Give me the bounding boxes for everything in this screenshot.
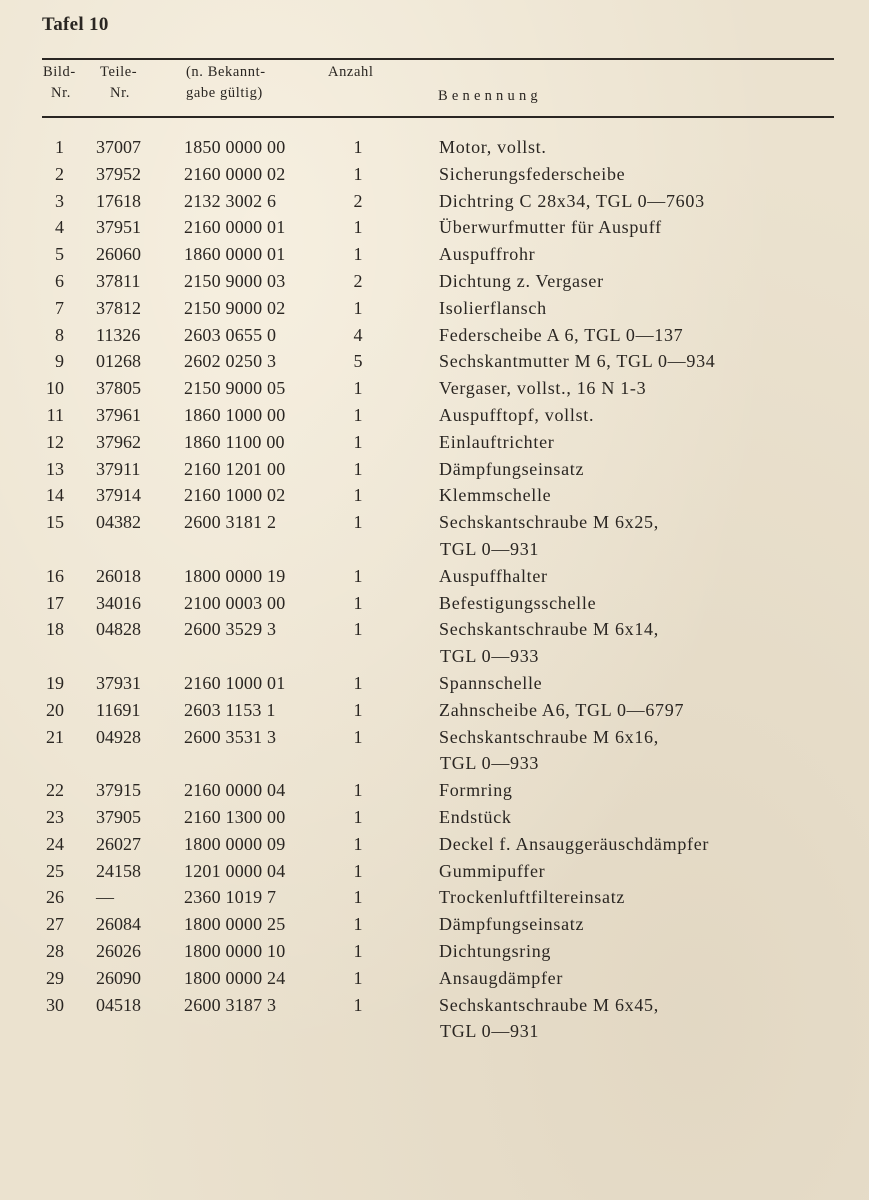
bekanntgabe-nr-cell: 2160 1201 00 xyxy=(184,458,286,479)
bekanntgabe-nr-cell: 2160 0000 02 xyxy=(184,163,286,184)
table-row xyxy=(0,566,869,592)
table-row xyxy=(0,619,869,667)
bild-nr-cell: 3 xyxy=(55,190,64,211)
benennung-cell: Spannschelle xyxy=(439,673,543,693)
benennung-cell: Federscheibe A 6, TGL 0—137 xyxy=(439,324,684,345)
bild-nr-cell: 30 xyxy=(46,994,64,1015)
table-row xyxy=(0,726,869,774)
teile-nr-cell: 01268 xyxy=(96,351,141,372)
table-row xyxy=(0,485,869,511)
bild-nr-cell: 22 xyxy=(46,780,64,801)
benennung-cell: Auspuffhalter xyxy=(439,565,548,586)
bekanntgabe-nr-cell: 2150 9000 03 xyxy=(184,271,286,291)
table-row xyxy=(0,780,869,806)
anzahl-cell: 1 xyxy=(353,699,363,720)
benennung-cell: Dichtungsring xyxy=(439,941,552,961)
bekanntgabe-nr-cell: 2600 3529 3 xyxy=(184,619,277,640)
bild-nr-cell: 21 xyxy=(46,726,64,747)
bild-nr-cell: 19 xyxy=(46,673,64,693)
bild-nr-cell: 28 xyxy=(46,941,64,961)
bild-nr-cell: 17 xyxy=(46,592,64,613)
benennung-continuation-cell: TGL 0—933 xyxy=(440,646,540,667)
teile-nr-cell: 37911 xyxy=(96,458,141,479)
benennung-cell: Isolierflansch xyxy=(439,297,547,318)
bekanntgabe-nr-cell: 2100 0003 00 xyxy=(184,592,286,613)
table-row xyxy=(0,994,869,1042)
header-bekanntgabe-line1: (n. Bekannt- xyxy=(186,64,266,80)
table-row xyxy=(0,164,869,190)
anzahl-cell: 1 xyxy=(353,405,363,425)
header-teile-line2: Nr. xyxy=(110,85,130,101)
anzahl-cell: 1 xyxy=(353,673,363,693)
anzahl-cell: 1 xyxy=(353,431,363,452)
anzahl-cell: 2 xyxy=(353,190,363,211)
anzahl-cell: 1 xyxy=(353,458,363,479)
bild-nr-cell: 26 xyxy=(46,887,64,908)
table-row xyxy=(0,512,869,559)
teile-nr-cell: 37952 xyxy=(96,163,141,184)
anzahl-cell: 5 xyxy=(353,351,363,372)
benennung-cell: Überwurfmutter für Auspuff xyxy=(439,217,662,238)
anzahl-cell: 1 xyxy=(353,217,363,238)
anzahl-cell: 1 xyxy=(353,860,363,881)
bild-nr-cell: 4 xyxy=(55,217,64,238)
bild-nr-cell: 16 xyxy=(46,565,64,586)
benennung-cell: Deckel f. Ansauggeräuschdämpfer xyxy=(439,833,710,854)
benennung-cell: Sechskantschraube M 6x14, xyxy=(439,619,659,640)
teile-nr-cell: 26027 xyxy=(96,833,141,854)
table-row xyxy=(0,351,869,377)
teile-nr-cell: 37915 xyxy=(96,780,141,801)
bekanntgabe-nr-cell: 1860 1000 00 xyxy=(184,405,286,425)
table-row xyxy=(0,191,869,217)
teile-nr-cell: 37961 xyxy=(96,405,141,425)
anzahl-cell: 1 xyxy=(353,941,363,961)
anzahl-cell: 1 xyxy=(353,619,363,640)
table-row xyxy=(0,244,869,270)
benennung-cell: Dämpfungseinsatz xyxy=(439,914,585,935)
table-row xyxy=(0,834,869,860)
bekanntgabe-nr-cell: 1800 0000 24 xyxy=(184,967,286,988)
teile-nr-cell: 37805 xyxy=(96,378,141,399)
bild-nr-cell: 2 xyxy=(55,163,64,184)
header-bild-line1: Bild- xyxy=(43,64,76,80)
bekanntgabe-nr-cell: 1800 0000 25 xyxy=(184,914,286,935)
page-title: Tafel 10 xyxy=(42,14,109,35)
table-row xyxy=(0,941,869,967)
anzahl-cell: 1 xyxy=(353,512,363,533)
teile-nr-cell: 04382 xyxy=(96,512,141,533)
table-row xyxy=(0,459,869,485)
teile-nr-cell: 37007 xyxy=(96,137,141,157)
bekanntgabe-nr-cell: 2150 9000 05 xyxy=(184,378,286,399)
benennung-cell: Sicherungsfederscheibe xyxy=(439,163,626,184)
anzahl-cell: 1 xyxy=(353,137,363,157)
benennung-cell: Trockenluftfiltereinsatz xyxy=(439,887,626,908)
benennung-continuation-cell: TGL 0—931 xyxy=(440,1021,540,1042)
bild-nr-cell: 23 xyxy=(46,807,64,827)
benennung-cell: Sechskantschraube M 6x45, xyxy=(439,994,659,1015)
bild-nr-cell: 6 xyxy=(55,271,64,291)
teile-nr-cell: 26090 xyxy=(96,967,141,988)
benennung-continuation-cell: TGL 0—933 xyxy=(440,753,540,774)
teile-nr-cell: 26084 xyxy=(96,914,141,935)
bild-nr-cell: 9 xyxy=(55,351,64,372)
anzahl-cell: 1 xyxy=(353,887,363,908)
teile-nr-cell: 37811 xyxy=(96,271,141,291)
header-anzahl: Anzahl xyxy=(328,64,374,80)
bekanntgabe-nr-cell: 2600 3531 3 xyxy=(184,726,277,747)
anzahl-cell: 1 xyxy=(353,994,363,1015)
teile-nr-cell: 11691 xyxy=(96,699,141,720)
anzahl-cell: 1 xyxy=(353,485,363,506)
bekanntgabe-nr-cell: 2150 9000 02 xyxy=(184,297,286,318)
benennung-cell: Vergaser, vollst., 16 N 1-3 xyxy=(439,378,647,399)
table-row xyxy=(0,914,869,940)
teile-nr-cell: 34016 xyxy=(96,592,141,613)
bekanntgabe-nr-cell: 2160 1300 00 xyxy=(184,807,286,827)
teile-nr-cell: 37962 xyxy=(96,431,141,452)
header-bekanntgabe-line2: gabe gültig) xyxy=(186,85,263,101)
benennung-cell: Gummipuffer xyxy=(439,860,546,881)
anzahl-cell: 2 xyxy=(353,271,363,291)
benennung-cell: Klemmschelle xyxy=(439,485,552,506)
header-bottom-rule xyxy=(42,116,834,118)
table-row xyxy=(0,217,869,243)
bekanntgabe-nr-cell: 2600 3187 3 xyxy=(184,994,277,1015)
anzahl-cell: 4 xyxy=(353,324,363,345)
bekanntgabe-nr-cell: 2160 1000 01 xyxy=(184,673,286,693)
table-row xyxy=(0,807,869,833)
anzahl-cell: 1 xyxy=(353,565,363,586)
bekanntgabe-nr-cell: 2160 0000 04 xyxy=(184,780,286,801)
table-row xyxy=(0,271,869,297)
bild-nr-cell: 8 xyxy=(55,324,64,345)
benennung-cell: Auspufftopf, vollst. xyxy=(439,405,595,425)
table-row xyxy=(0,298,869,324)
bekanntgabe-nr-cell: 1201 0000 04 xyxy=(184,860,286,881)
teile-nr-cell: 37812 xyxy=(96,297,141,318)
header-bild-line2: Nr. xyxy=(51,85,71,101)
bekanntgabe-nr-cell: 2603 1153 1 xyxy=(184,699,276,720)
teile-nr-cell: 11326 xyxy=(96,324,141,345)
teile-nr-cell: 26060 xyxy=(96,244,141,265)
bekanntgabe-nr-cell: 2132 3002 6 xyxy=(184,190,277,211)
anzahl-cell: 1 xyxy=(353,726,363,747)
table-row xyxy=(0,593,869,619)
teile-nr-cell: 37905 xyxy=(96,807,141,827)
anzahl-cell: 1 xyxy=(353,807,363,827)
bild-nr-cell: 5 xyxy=(55,244,64,265)
anzahl-cell: 1 xyxy=(353,244,363,265)
table-row xyxy=(0,405,869,431)
teile-nr-cell: 04928 xyxy=(96,726,141,747)
table-row xyxy=(0,887,869,913)
benennung-cell: Dichtring C 28x34, TGL 0—7603 xyxy=(439,190,705,211)
anzahl-cell: 1 xyxy=(353,833,363,854)
bekanntgabe-nr-cell: 2603 0655 0 xyxy=(184,324,277,345)
teile-nr-cell: 17618 xyxy=(96,190,141,211)
anzahl-cell: 1 xyxy=(353,967,363,988)
bekanntgabe-nr-cell: 1800 0000 19 xyxy=(184,565,286,586)
table-row xyxy=(0,673,869,699)
teile-nr-cell: — xyxy=(96,887,114,908)
bekanntgabe-nr-cell: 1800 0000 09 xyxy=(184,833,286,854)
benennung-cell: Dichtung z. Vergaser xyxy=(439,271,604,291)
anzahl-cell: 1 xyxy=(353,914,363,935)
bild-nr-cell: 11 xyxy=(46,405,64,425)
bild-nr-cell: 25 xyxy=(46,860,64,881)
anzahl-cell: 1 xyxy=(353,163,363,184)
bild-nr-cell: 27 xyxy=(46,914,64,935)
anzahl-cell: 1 xyxy=(353,592,363,613)
bild-nr-cell: 7 xyxy=(55,297,64,318)
benennung-cell: Ansaugdämpfer xyxy=(439,967,564,988)
bild-nr-cell: 13 xyxy=(46,458,64,479)
benennung-cell: Einlauftrichter xyxy=(439,431,555,452)
teile-nr-cell: 04518 xyxy=(96,994,141,1015)
bekanntgabe-nr-cell: 2602 0250 3 xyxy=(184,351,277,372)
benennung-cell: Sechskantschraube M 6x25, xyxy=(439,512,659,533)
benennung-cell: Zahnscheibe A6, TGL 0—6797 xyxy=(439,699,685,720)
benennung-cell: Auspuffrohr xyxy=(439,244,536,265)
bekanntgabe-nr-cell: 1800 0000 10 xyxy=(184,941,286,961)
bild-nr-cell: 18 xyxy=(46,619,64,640)
teile-nr-cell: 37951 xyxy=(96,217,141,238)
bild-nr-cell: 15 xyxy=(46,512,64,533)
bild-nr-cell: 10 xyxy=(46,378,64,399)
header-teile-line1: Teile- xyxy=(100,64,138,80)
bild-nr-cell: 1 xyxy=(55,137,64,157)
teile-nr-cell: 37931 xyxy=(96,673,141,693)
bild-nr-cell: 20 xyxy=(46,699,64,720)
bekanntgabe-nr-cell: 1850 0000 00 xyxy=(184,137,286,157)
bild-nr-cell: 12 xyxy=(46,431,64,452)
benennung-cell: Sechskantmutter M 6, TGL 0—934 xyxy=(439,351,716,372)
header-top-rule xyxy=(42,58,834,60)
table-row xyxy=(0,378,869,404)
table-row xyxy=(0,137,869,163)
benennung-cell: Endstück xyxy=(439,807,512,827)
benennung-cell: Befestigungsschelle xyxy=(439,592,597,613)
header-benennung: Benennung xyxy=(438,88,542,104)
benennung-cell: Dämpfungseinsatz xyxy=(439,458,585,479)
benennung-cell: Formring xyxy=(439,780,513,801)
teile-nr-cell: 37914 xyxy=(96,485,141,506)
table-row xyxy=(0,861,869,887)
bekanntgabe-nr-cell: 2160 0000 01 xyxy=(184,217,286,238)
bekanntgabe-nr-cell: 2160 1000 02 xyxy=(184,485,286,506)
anzahl-cell: 1 xyxy=(353,297,363,318)
teile-nr-cell: 04828 xyxy=(96,619,141,640)
benennung-cell: Motor, vollst. xyxy=(439,137,547,157)
bekanntgabe-nr-cell: 1860 1100 00 xyxy=(184,431,285,452)
bekanntgabe-nr-cell: 1860 0000 01 xyxy=(184,244,286,265)
table-row xyxy=(0,432,869,458)
teile-nr-cell: 24158 xyxy=(96,860,141,881)
bild-nr-cell: 14 xyxy=(46,485,64,506)
bekanntgabe-nr-cell: 2360 1019 7 xyxy=(184,887,277,908)
benennung-cell: Sechskantschraube M 6x16, xyxy=(439,726,659,747)
teile-nr-cell: 26018 xyxy=(96,565,141,586)
bekanntgabe-nr-cell: 2600 3181 2 xyxy=(184,512,277,533)
teile-nr-cell: 26026 xyxy=(96,941,141,961)
bild-nr-cell: 29 xyxy=(46,967,64,988)
table-row xyxy=(0,325,869,351)
table-row xyxy=(0,700,869,726)
benennung-continuation-cell: TGL 0—931 xyxy=(440,538,540,559)
anzahl-cell: 1 xyxy=(353,780,363,801)
anzahl-cell: 1 xyxy=(353,378,363,399)
table-row xyxy=(0,968,869,994)
bild-nr-cell: 24 xyxy=(46,833,64,854)
